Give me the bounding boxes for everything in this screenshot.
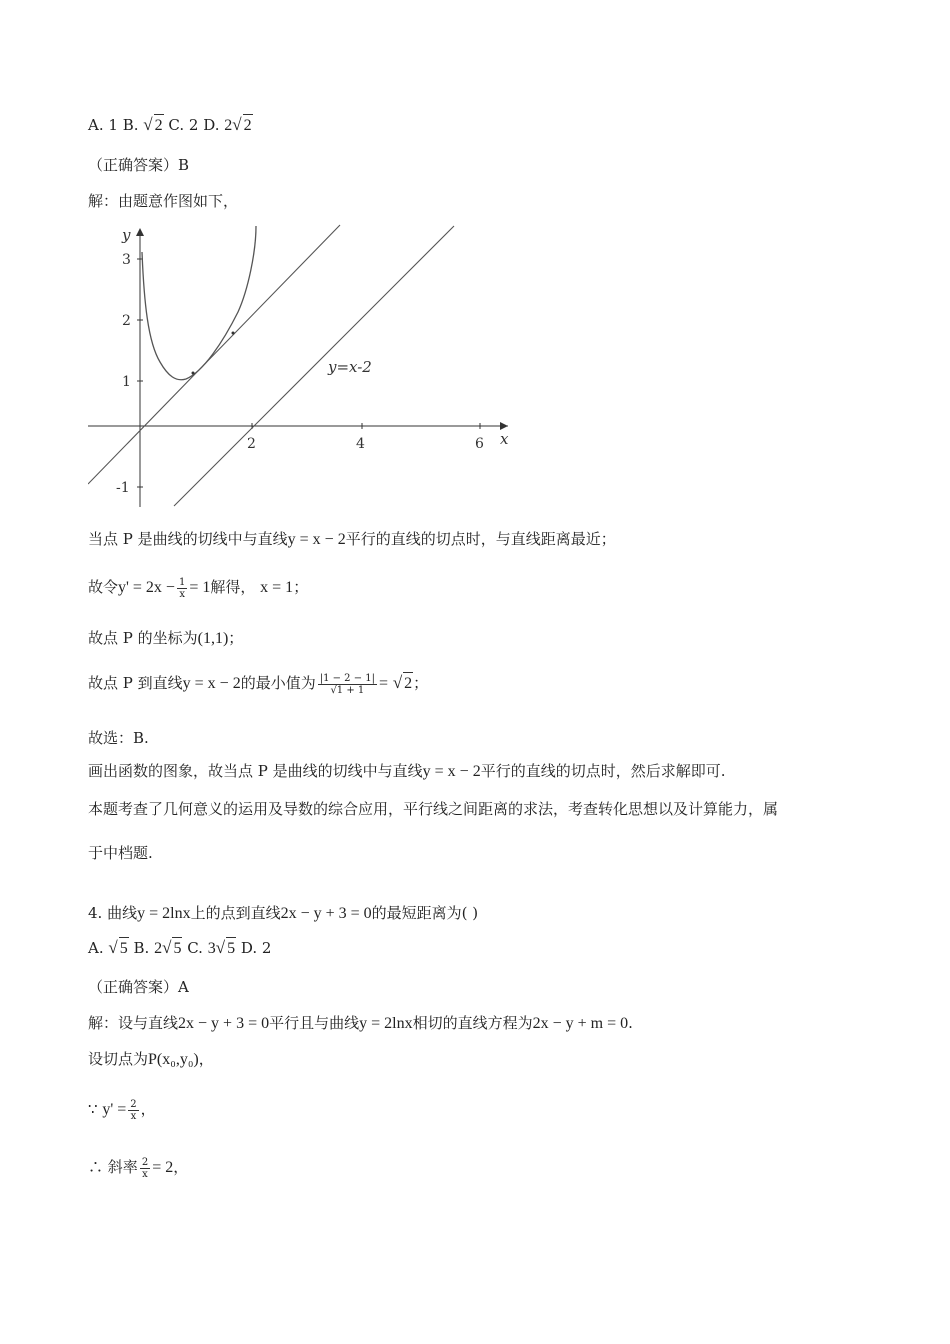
solution-line-8: 于中档题. (88, 844, 153, 862)
text: ∴ (88, 1158, 104, 1176)
option-a-value: 1 (108, 116, 118, 134)
equation: 2x − y + m = 0 (532, 1015, 629, 1032)
curve-point (232, 332, 235, 335)
y-tick-label-neg1: -1 (116, 480, 130, 496)
text: 的最小值为 (240, 674, 316, 692)
tangent-point (192, 372, 195, 375)
q3-answer: （正确答案）B (88, 156, 190, 174)
text: 当点 P 是曲线的切线中与直线 (88, 530, 288, 548)
x-axis-arrow (500, 422, 508, 430)
option-d-label: D. (203, 116, 220, 134)
text: 平行的直线的切点时，与直线距离最近； (345, 530, 616, 548)
solution-line-1 (88, 528, 616, 551)
q4-solution-line-1 (88, 1012, 633, 1035)
option-c-label: C. (168, 116, 185, 134)
x-axis-label: x (500, 430, 509, 448)
fraction: $\frac{2}{x}$ (130, 1098, 137, 1122)
curve (142, 226, 256, 380)
text: 平行且与曲线 (269, 1014, 360, 1032)
y-tick-label-1: 1 (122, 374, 131, 390)
text: ； (293, 578, 309, 596)
fraction: $\frac{2}{x}$ (141, 1156, 149, 1180)
x-tick-label-4: 4 (356, 436, 365, 452)
q4-solution-line-3 (88, 1098, 156, 1122)
option-d-value: 2√ 2 (224, 117, 252, 134)
q4-options (88, 937, 271, 960)
option-c-value: 3√ 5 (208, 940, 236, 957)
text: ； (228, 629, 244, 647)
text: . (628, 1014, 633, 1032)
fraction: $\frac{|1 - 2 - 1|}{√1 + 1}$ (319, 672, 376, 696)
y-axis-label: y (122, 226, 131, 244)
radicand: 2 (403, 672, 413, 695)
q3-solution-intro: 解：由题意作图如下， (88, 192, 239, 210)
equation: y = x − 2 (422, 763, 481, 780)
option-d-radicand: 2 (243, 114, 253, 137)
text: ， (140, 1100, 156, 1118)
q3-options (88, 114, 253, 137)
solution-line-6 (88, 760, 725, 783)
option-b-value: √ 2 (143, 117, 163, 134)
text: ∵ (88, 1100, 98, 1118)
equation: y = x − 2 (287, 531, 346, 548)
x-tick-label-2: 2 (247, 436, 256, 452)
text: ； (413, 674, 429, 692)
equation: (1,1) (197, 630, 229, 647)
equation: y = x − 2 (182, 675, 241, 692)
text: 相切的直线方程为 (412, 1014, 533, 1032)
x-tick-label-6: 6 (475, 436, 484, 452)
text: ， (198, 1050, 214, 1068)
option-a-label: A. (88, 116, 104, 134)
option-c-value: 2 (188, 116, 199, 134)
text: 解得， (210, 578, 256, 596)
equation: y = 2lnx (359, 1015, 413, 1032)
equation: = 2 (152, 1159, 174, 1176)
text: 的最短距离为( ) (371, 904, 479, 922)
solution-line-5: 故选：B. (88, 729, 149, 747)
equation: = 1 (189, 579, 211, 596)
line-label: y=x-2 (328, 358, 372, 376)
equation: 2x − y + 3 = 0 (280, 905, 372, 922)
solution-line-7: 本题考查了几何意义的运用及导数的综合应用，平行线之间距离的求法，考查转化思想以及计算能力，属 (88, 800, 779, 818)
option-b-label: B. (122, 116, 139, 134)
y-tick-label-2: 2 (122, 313, 131, 329)
text: 设切点为 (88, 1050, 149, 1068)
y-axis-arrow (136, 228, 144, 236)
option-a-value: √ 5 (108, 940, 128, 957)
fraction: $\frac{1}{x}$ (178, 576, 186, 600)
option-d-coef: 2 (224, 117, 233, 134)
q4-answer: （正确答案）A (88, 978, 189, 996)
equation: y' = 2x − (118, 579, 175, 596)
equation: = (379, 675, 389, 692)
text: 解：设与直线 (88, 1014, 179, 1032)
text: 上的点到直线 (190, 904, 281, 922)
text: 故令 (88, 578, 119, 596)
text: 斜率 (107, 1158, 138, 1176)
text: 画出函数的图象，故当点 P 是曲线的切线中与直线 (88, 762, 423, 780)
q4-solution-line-4 (88, 1156, 188, 1180)
text: ， (173, 1158, 189, 1176)
option-b-label: B. (133, 939, 150, 957)
function-graph (88, 222, 518, 512)
equation: x = 1 (260, 579, 294, 596)
text: 故点 P 到直线 (88, 674, 183, 692)
solution-line-4: 故点 P 到直线y = x − 2的最小值为 $\frac{|1 - 2 - 1|}{√1 + 1}$ = √ 2； (88, 672, 429, 696)
equation: y' = (102, 1101, 127, 1118)
option-c-label: C. (187, 939, 203, 957)
q4-solution-line-2 (88, 1048, 214, 1071)
option-b-value: 2√ 5 (154, 940, 182, 957)
q4-stem (88, 902, 478, 925)
solution-line-3 (88, 627, 243, 650)
option-b-radicand: 2 (154, 114, 164, 137)
line-y-equals-x-minus-2 (174, 226, 454, 506)
y-tick-label-3: 3 (122, 252, 131, 268)
solution-line-2 (88, 576, 308, 600)
text: 4. 曲线 (88, 904, 138, 922)
equation: y = 2lnx (137, 905, 191, 922)
text: 故点 P 的坐标为 (88, 629, 198, 647)
equation: 2x − y + 3 = 0 (178, 1015, 270, 1032)
option-a-label: A. (88, 939, 104, 957)
option-d-label: D. (240, 939, 258, 957)
option-d-value: 2 (261, 939, 272, 957)
text: 平行的直线的切点时，然后求解即可. (480, 762, 726, 780)
equation: P(x₀,y₀) (148, 1051, 199, 1068)
